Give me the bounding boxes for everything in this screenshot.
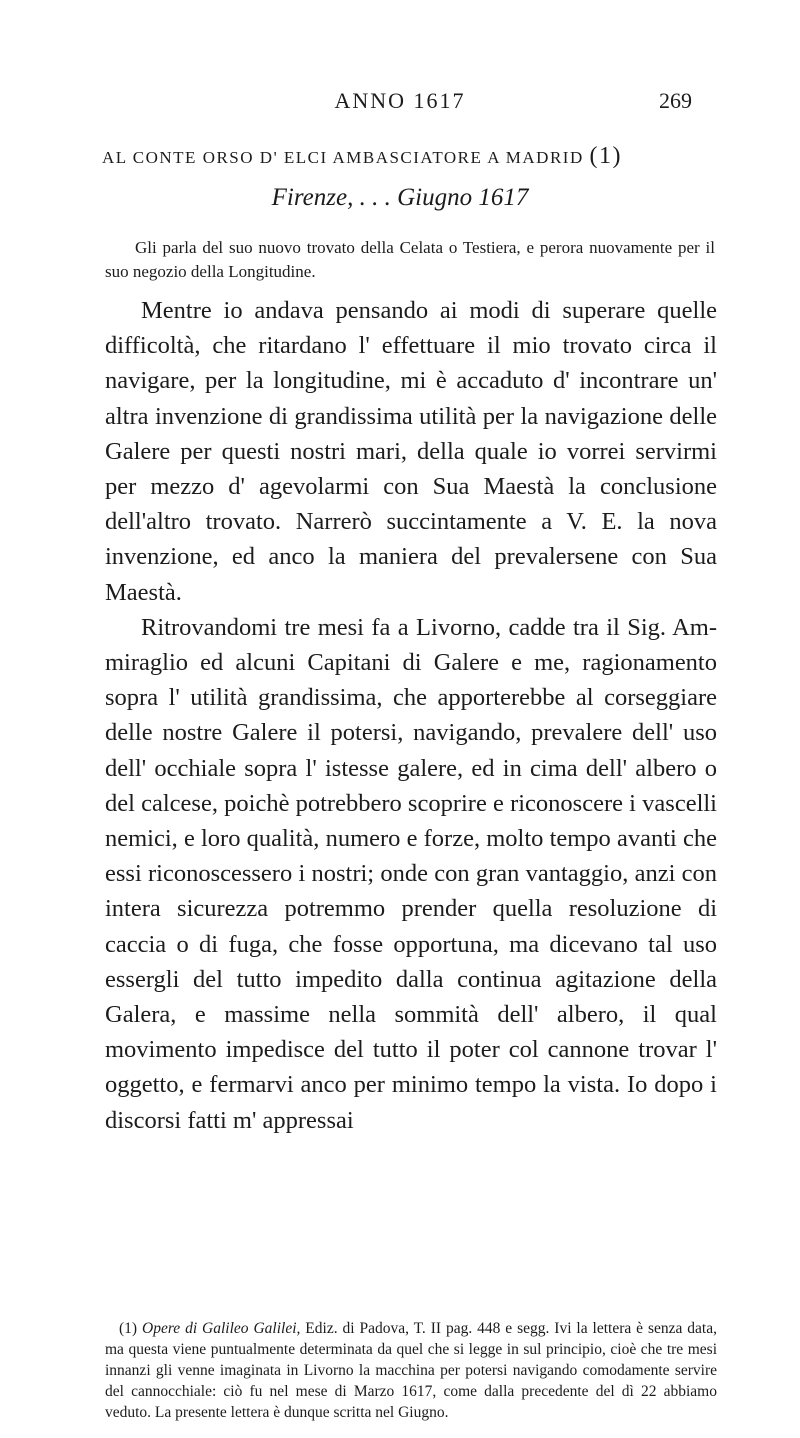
place-date-line bbox=[0, 184, 800, 212]
letter-title-text: AL CONTE ORSO D' ELCI AMBASCIATORE A MADRID bbox=[102, 148, 584, 167]
page-number: 269 bbox=[659, 88, 692, 113]
footnote-marker: (1) bbox=[119, 1320, 138, 1337]
footnote-text: Ediz. di Padova, T. II pag. 448 e segg. Ivi la lettera è senza data, ma questa viene puntualmente determinata da quel che si legge in sul principio, cioè che tre mesi innanzi gli venne imaginata in Livorno la macchina per potersi navigando comodamente servire del cannocchiale: ciò fu nel mese di Marzo 1617, come dalla precedente del dì 22 abbiamo veduto. La presente lettera è dunque scritta nel Giugno. bbox=[105, 1320, 717, 1421]
footnote-reference: (1) bbox=[589, 143, 622, 169]
letter-place: Firenze, . . . bbox=[271, 184, 391, 211]
body-paragraph: Mentre io andava pensando ai modi di superare quelle difficoltà, che ritardano l' effettuare il mio trovato circa il navigare, per la longitudine, mi è accaduto d' incontrare un' altra invenzione di grandissima utilità per la navigazione delle Galere per questi nostri mari, della quale io vorrei servirmi per mezzo d' agevolarmi con Sua Maestà la conclusione dell'altro trovato. Narrerò succintamente a V. E. la nova invenzione, ed anco la maniera del prevalersene con Sua Maestà. bbox=[105, 297, 717, 606]
letter-title bbox=[102, 143, 722, 170]
letter-body bbox=[105, 293, 717, 1138]
letter-summary: Gli parla del suo nuovo trovato della Celata o Testiera, e perora nuovamente per il suo negozio della Longitudine. bbox=[105, 238, 715, 281]
footnote-source-title: Opere di Galileo Galilei, bbox=[142, 1320, 301, 1337]
body-paragraph: Ritrovandomi tre mesi fa a Livorno, cadde tra il Sig. Ammiraglio ed alcuni Capitani di Galere e me, ragionamento sopra l' utilità grandissima, che apporterebbe al corseggiare delle nostre Galere il potersi, navigando, prevalere dell' uso dell' occhiale sopra l' istesse galere, ed in cima dell' albero o del calcese, poichè potrebbero scoprire e riconoscere i vascelli nemici, e loro qualità, numero e forze, molto tempo avanti che essi riconoscessero i nostri; onde con gran vantaggio, anzi con intera sicurezza potremmo prender quella resoluzione di caccia o di fuga, che fosse opportuna, ma dicevano tal uso essergli del tutto impedito dalla continua agitazione della Galera, e massime nella sommità dell' albero, il qual movimento impedisce del tutto il poter col cannone trovar l' oggetto, e fermarvi anco per minimo tempo la vista. Io dopo i discorsi fatti m' appressai bbox=[105, 613, 717, 1134]
letter-date: Giugno 1617 bbox=[397, 184, 529, 211]
running-head bbox=[0, 88, 800, 118]
running-head-year: ANNO 1617 bbox=[334, 88, 466, 113]
footnote bbox=[105, 1318, 717, 1423]
